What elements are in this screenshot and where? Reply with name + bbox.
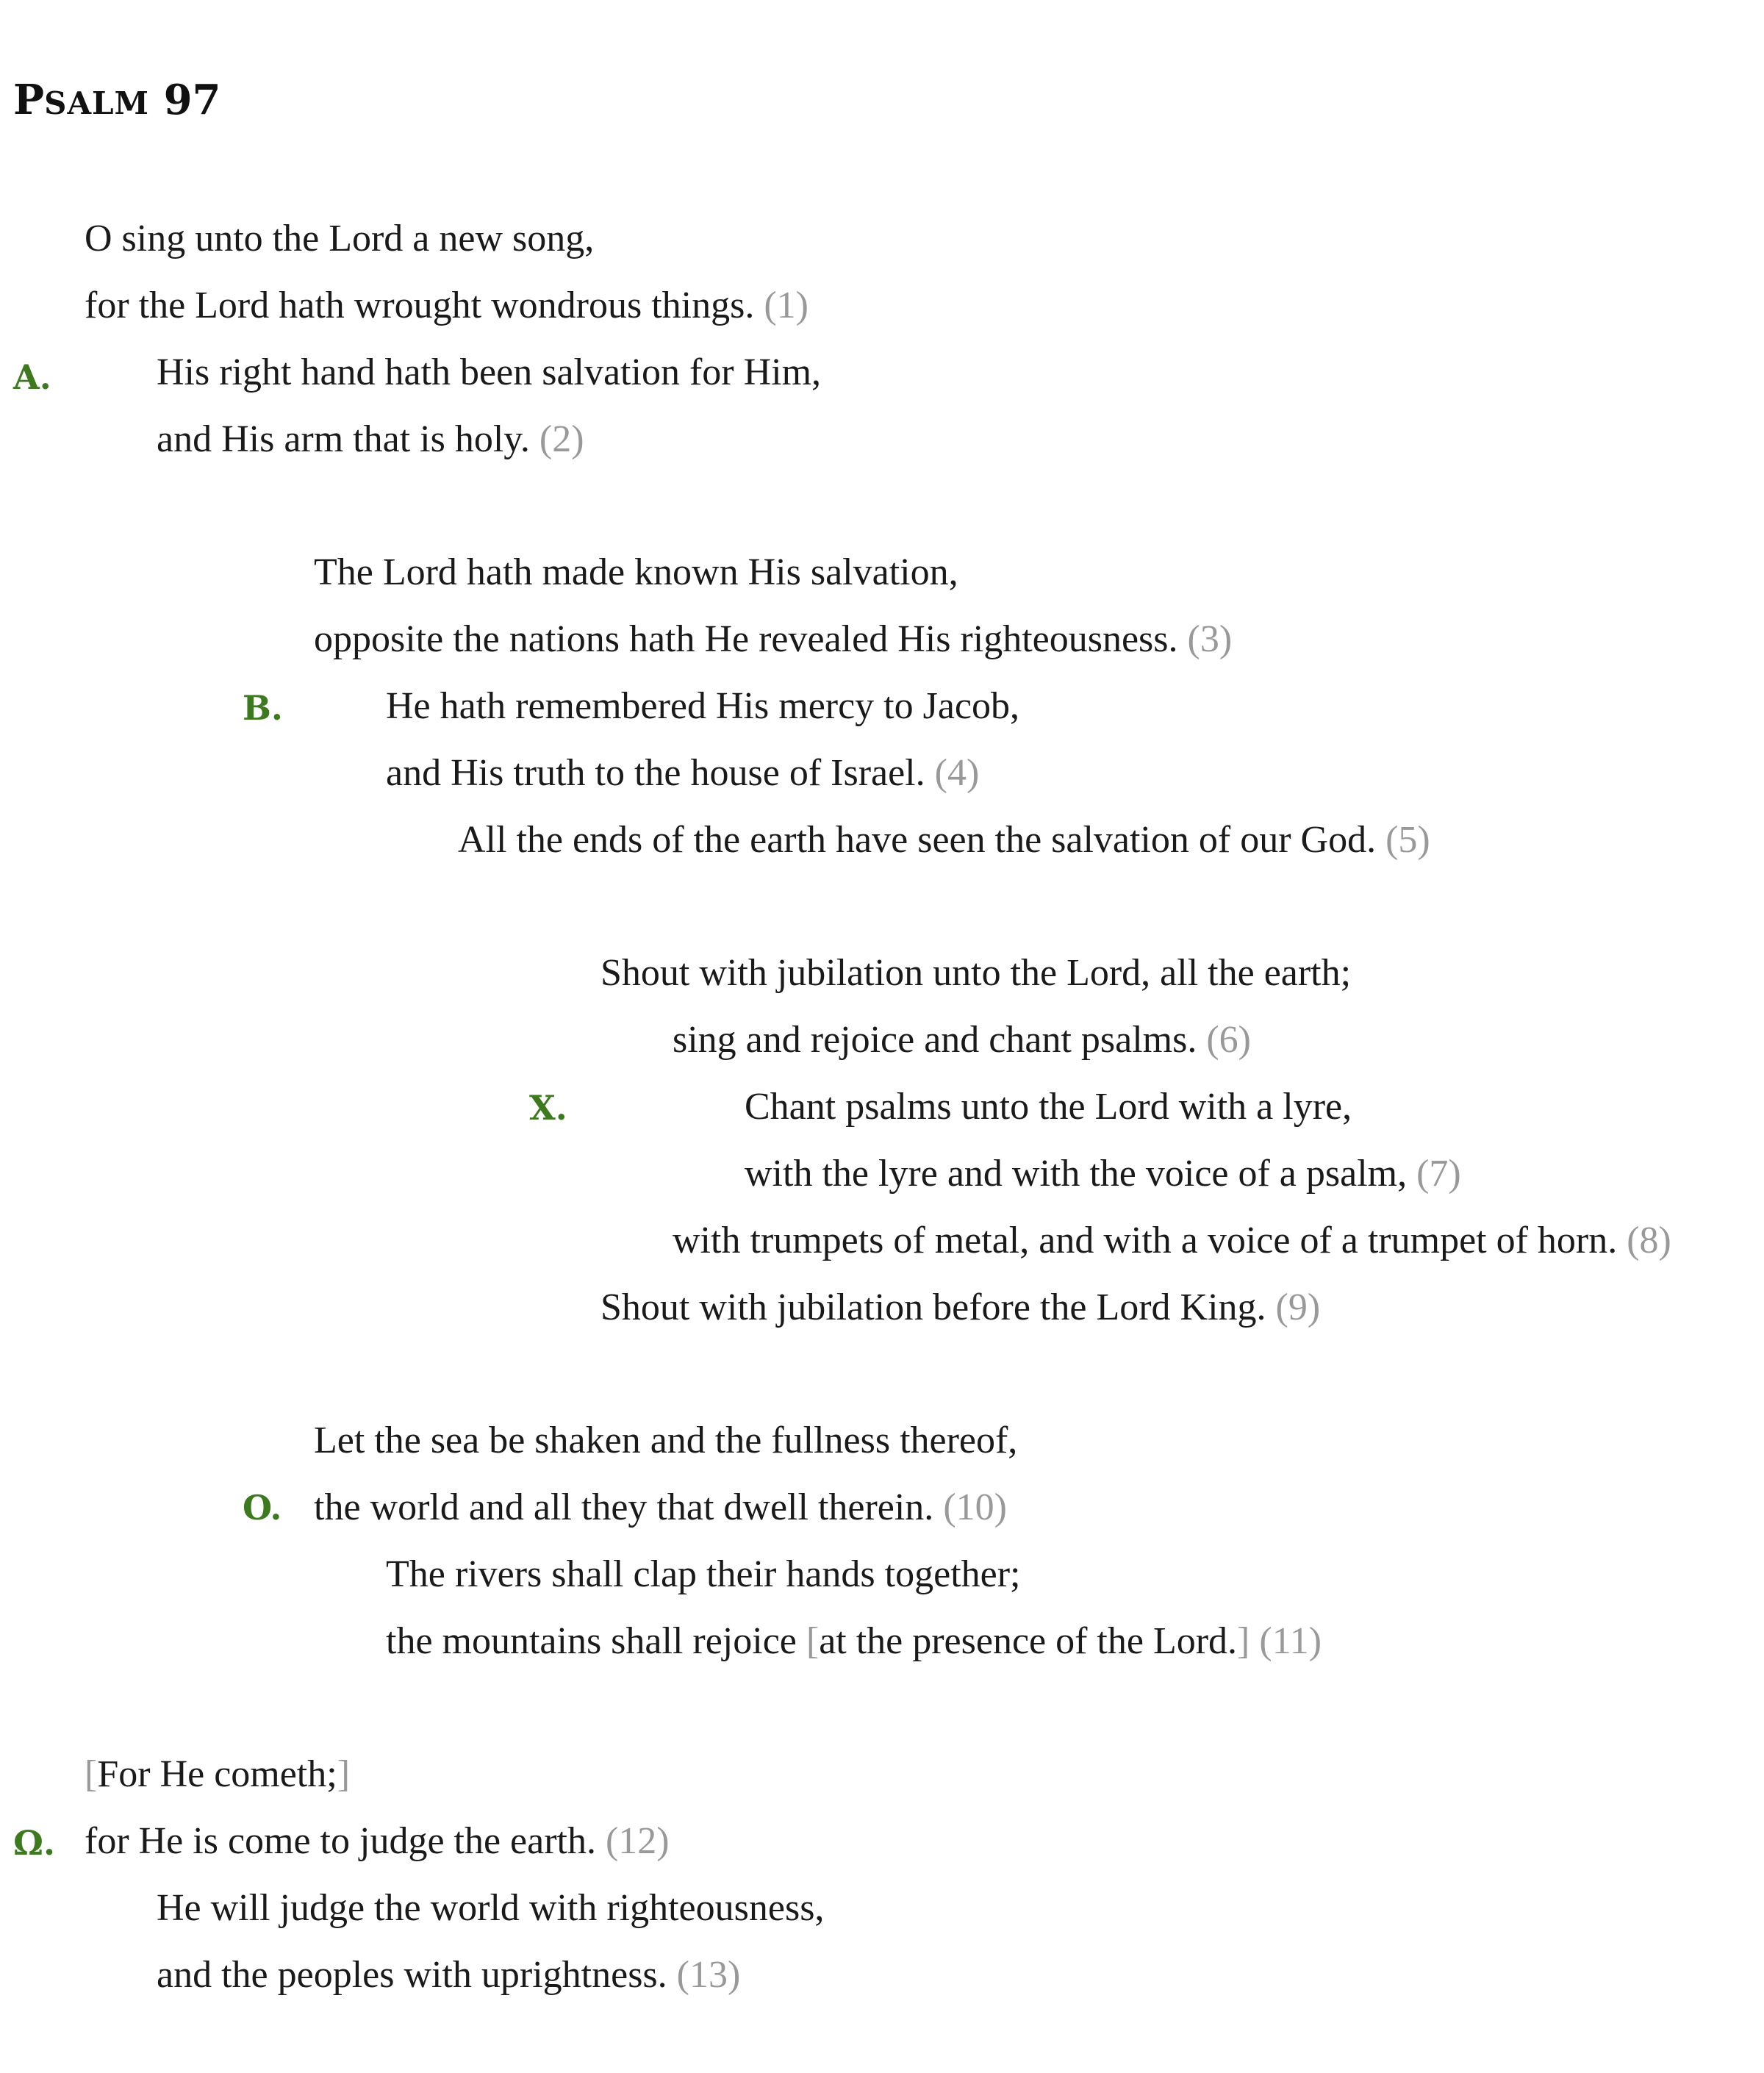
chiasm-marker-omega: Ω. [13,1823,55,1863]
line-text: The Lord hath made known His salvation, [314,551,958,593]
psalm-number: 97 [163,76,221,124]
line-text: He hath remembered His mercy to Jacob, [386,685,1020,727]
verse-number: (1) [764,284,808,326]
line-text: All the ends of the earth have seen the salvation of our God. [458,819,1377,861]
line-text: the mountains shall rejoice [386,1620,797,1662]
psalm-line [673,1014,1251,1066]
line-text: for the Lord hath wrought wondrous things. [85,284,755,326]
title-rest: SALM [44,85,150,121]
line-text: with trumpets of metal, and with a voice of a trumpet of horn. [673,1220,1618,1261]
psalm-line [314,1415,1017,1467]
bracket-open: [ [806,1620,820,1662]
line-text: His right hand hath been salvation for Him, [157,351,822,393]
verse-number: (4) [934,752,980,794]
psalm-line [386,1549,1020,1600]
title-first-letter: P [13,76,45,124]
psalm-line [745,1081,1352,1133]
verse-number: (9) [1275,1286,1321,1328]
psalm-line [85,280,808,332]
line-text: sing and rejoice and chant psalms. [673,1019,1197,1061]
verse-number: (13) [676,1954,741,1996]
verse-number: (3) [1187,618,1233,660]
line-text: Shout with jubilation before the Lord King. [600,1286,1266,1328]
line-text: and the peoples with uprightness. [157,1954,667,1996]
line-text: opposite the nations hath He revealed His righteousness. [314,618,1178,660]
chiasm-marker-x: X. [529,1088,567,1128]
verse-number: (8) [1627,1220,1671,1261]
verse-number: (5) [1385,819,1430,861]
line-text: Let the sea be shaken and the fullness thereof, [314,1419,1018,1461]
line-text: Chant psalms unto the Lord with a lyre, [745,1086,1352,1128]
line-text: and His arm that is holy. [157,418,530,460]
line-text: O sing unto the Lord a new song, [85,218,595,259]
verse-number: (6) [1206,1019,1251,1061]
psalm-line [745,1148,1461,1200]
psalm-line [157,1950,740,2001]
psalm-line [386,748,979,799]
bracketed-text: at the presence of the Lord. [819,1620,1238,1662]
page-title [13,71,221,133]
line-text: He will judge the world with righteousness, [157,1887,825,1929]
bracket-close: ] [1237,1620,1250,1662]
psalm-line [314,1482,1007,1533]
psalm-line [673,1215,1671,1267]
psalm-line [458,814,1430,866]
chiasm-marker-b: B. [243,688,283,728]
line-text: The rivers shall clap their hands together; [386,1553,1021,1595]
psalm-line [157,414,584,465]
verse-number: (2) [539,418,584,460]
line-text: with the lyre and with the voice of a psalm, [745,1153,1408,1195]
line-text: and His truth to the house of Israel. [386,752,925,794]
line-text: for He is come to judge the earth. [85,1820,596,1862]
psalm-line [600,1282,1320,1333]
psalm-line [85,1749,350,1800]
bracketed-text: For He cometh; [97,1753,337,1795]
verse-number: (12) [605,1820,670,1862]
bracket-open: [ [85,1753,98,1795]
psalm-line [386,681,1019,732]
line-text: the world and all they that dwell therein. [314,1486,934,1528]
psalm-line [314,614,1232,665]
chiasm-marker-o: O. [243,1488,282,1528]
verse-number: (10) [943,1486,1007,1528]
psalm-line [314,547,958,598]
verse-number: (7) [1416,1153,1461,1195]
psalm-line [85,1816,670,1867]
psalm-line [386,1616,1322,1667]
chiasm-marker-a: A. [13,357,51,397]
psalm-line [85,213,594,265]
psalm-line [157,1883,824,1934]
verse-number: (11) [1259,1620,1322,1662]
bracket-close: ] [337,1753,351,1795]
psalm-line [157,347,821,398]
line-text: Shout with jubilation unto the Lord, all the earth; [600,952,1352,994]
psalm-line [600,948,1351,999]
